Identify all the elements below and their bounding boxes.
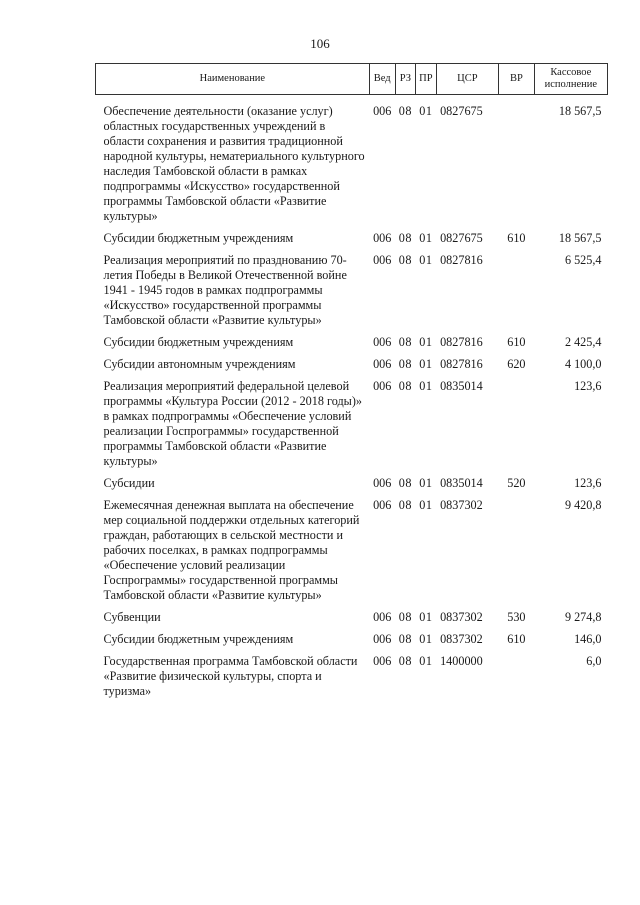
row-csr: 0827675 — [440, 104, 483, 118]
row-csr: 0835014 — [440, 476, 483, 490]
page-number: 106 — [310, 36, 330, 51]
row-csr: 0837302 — [440, 610, 483, 624]
table-row — [96, 350, 608, 372]
table-row — [96, 625, 608, 647]
row-pr: 01 — [419, 610, 433, 624]
header-csr: ЦСР — [436, 64, 499, 95]
header-pr: ПР — [416, 64, 436, 95]
row-ved: 006 — [373, 610, 392, 624]
row-ved: 006 — [373, 231, 392, 245]
budget-table — [95, 63, 608, 699]
row-rz: 08 — [398, 231, 412, 245]
row-name: Субсидии — [103, 476, 155, 490]
row-pr: 01 — [419, 231, 433, 245]
row-ved: 006 — [373, 357, 392, 371]
row-rz: 08 — [398, 632, 412, 646]
row-ved: 006 — [373, 253, 392, 267]
table-row — [96, 491, 608, 603]
row-amount: 123,6 — [574, 476, 602, 490]
row-ved: 006 — [373, 632, 392, 646]
row-vr: 530 — [507, 610, 526, 624]
row-vr: 620 — [507, 357, 526, 371]
row-csr: 0835014 — [440, 379, 483, 393]
row-rz: 08 — [398, 498, 412, 512]
table-row — [96, 603, 608, 625]
row-pr: 01 — [419, 498, 433, 512]
table-row — [96, 95, 608, 225]
header-amount: Кассовое исполнение — [534, 64, 607, 95]
row-rz: 08 — [398, 104, 412, 118]
row-amount: 2 425,4 — [564, 335, 602, 349]
header-ved: Вед — [369, 64, 395, 95]
row-rz: 08 — [398, 253, 412, 267]
row-ved: 006 — [373, 654, 392, 668]
row-name: Субсидии бюджетным учреждениям — [103, 632, 294, 646]
row-vr — [499, 372, 535, 469]
table-body — [96, 95, 608, 700]
row-amount: 6 525,4 — [564, 253, 602, 267]
row-pr: 01 — [419, 357, 433, 371]
table-row — [96, 328, 608, 350]
row-amount: 18 567,5 — [558, 104, 602, 118]
row-vr — [499, 95, 535, 225]
table-row — [96, 246, 608, 328]
row-name: Реализация мероприятий федеральной целевой программы «Культура России (2012 - 2018 годы)» в рамках подпрограммы «Обеспечение условий реализации Госпрограммы» государственной программы Тамбовской области «Развитие культуры» — [103, 379, 362, 468]
table-row — [96, 469, 608, 491]
table-row — [96, 372, 608, 469]
header-name: Наименование — [96, 64, 370, 95]
row-ved: 006 — [373, 498, 392, 512]
row-rz: 08 — [398, 476, 412, 490]
row-pr: 01 — [419, 379, 433, 393]
row-rz: 08 — [398, 654, 412, 668]
row-ved: 006 — [373, 476, 392, 490]
row-vr — [499, 647, 535, 699]
row-pr: 01 — [419, 104, 433, 118]
row-name: Субсидии бюджетным учреждениям — [103, 335, 294, 349]
row-rz: 08 — [398, 335, 412, 349]
table-row — [96, 224, 608, 246]
row-vr: 610 — [507, 632, 526, 646]
row-amount: 9 274,8 — [564, 610, 602, 624]
header-vr: ВР — [499, 64, 535, 95]
row-name: Обеспечение деятельности (оказание услуг) областных государственных учреждений в области сохранения и развития традиционной народной культуры, нематериального культурного наследия Тамбовской области в рамках подпрограммы «Искусство» государственной программы Тамбовской области «Развитие культуры» — [103, 104, 365, 223]
row-csr: 0827816 — [440, 335, 483, 349]
row-name: Ежемесячная денежная выплата на обеспечение мер социальной поддержки отдельных категорий граждан, работающих в сельской местности и рабочих поселках, в рамках подпрограммы «Обеспечение условий реализации Госпрограммы» государственной программы Тамбовской области «Развитие культуры» — [103, 498, 360, 602]
row-csr: 0827675 — [440, 231, 483, 245]
row-name: Субсидии бюджетным учреждениям — [103, 231, 294, 245]
row-rz: 08 — [398, 379, 412, 393]
row-csr: 0837302 — [440, 632, 483, 646]
row-pr: 01 — [419, 335, 433, 349]
row-csr: 0827816 — [440, 253, 483, 267]
row-name: Реализация мероприятий по празднованию 70-летия Победы в Великой Отечественной войне 1941 - 1945 годов в рамках подпрограммы «Искусство» государственной программы Тамбовской области «Развитие культуры» — [103, 253, 347, 327]
row-csr: 0837302 — [440, 498, 483, 512]
row-csr: 0827816 — [440, 357, 483, 371]
row-ved: 006 — [373, 104, 392, 118]
row-csr: 1400000 — [440, 654, 483, 668]
row-amount: 18 567,5 — [558, 231, 602, 245]
row-ved: 006 — [373, 379, 392, 393]
row-name: Государственная программа Тамбовской области «Развитие физической культуры, спорта и туризма» — [103, 654, 358, 698]
row-vr — [499, 491, 535, 603]
row-vr: 610 — [507, 335, 526, 349]
table-header — [96, 64, 608, 95]
row-pr: 01 — [419, 654, 433, 668]
row-name: Субсидии автономным учреждениям — [103, 357, 296, 371]
row-pr: 01 — [419, 632, 433, 646]
row-amount: 146,0 — [574, 632, 602, 646]
row-amount: 9 420,8 — [564, 498, 602, 512]
row-amount: 6,0 — [586, 654, 602, 668]
row-vr — [499, 246, 535, 328]
row-rz: 08 — [398, 610, 412, 624]
row-amount: 123,6 — [574, 379, 602, 393]
table-row — [96, 647, 608, 699]
row-amount: 4 100,0 — [564, 357, 602, 371]
row-vr: 520 — [507, 476, 526, 490]
row-pr: 01 — [419, 476, 433, 490]
row-name: Субвенции — [103, 610, 161, 624]
row-rz: 08 — [398, 357, 412, 371]
row-pr: 01 — [419, 253, 433, 267]
row-vr: 610 — [507, 231, 526, 245]
row-ved: 006 — [373, 335, 392, 349]
header-rz: РЗ — [395, 64, 415, 95]
